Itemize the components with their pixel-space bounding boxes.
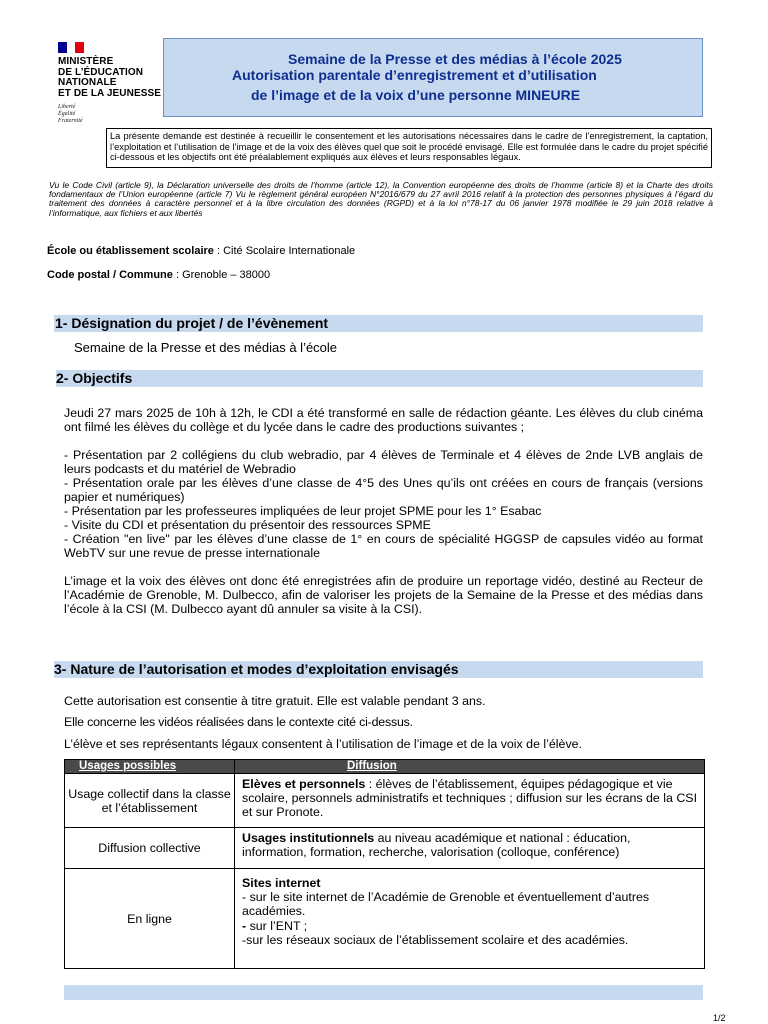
logo-line: ET DE LA JEUNESSE — [58, 87, 162, 99]
motto-line: Fraternité — [58, 118, 83, 124]
section-2-title: 2- Objectifs — [56, 370, 133, 386]
diffusion-line: -sur les réseaux sociaux de l’établissement scolaire et des académies. — [242, 932, 629, 947]
intro-box: La présente demande est destinée à recueillir le consentement et les autorisations nécessaires dans le cadre de l’enregistrement, la captation, l’exploitation et l’utilisation de l’image et de la voix des élèves quel que soit le procédé envisagé. Elle est formulée dans le cadre du projet spécifié ci-dessous et les objectifs ont été préalablement expliqués aux élèves et leurs responsables légaux. — [106, 128, 712, 168]
objectives-intro: Jeudi 27 mars 2025 de 10h à 12h, le CDI a été transformé en salle de rédaction géante. Les élèves du club cinéma ont filmé les élèves du collège et du lycée dans le cadre des productions suivantes ; — [64, 406, 703, 434]
diffusion-title: Elèves et personnels — [242, 777, 366, 791]
page-number: 1/2 — [713, 1013, 726, 1023]
section-2-heading — [56, 370, 703, 387]
bottom-band — [64, 985, 703, 1000]
usage-cell: Diffusion collective — [65, 828, 235, 869]
bullet-dash: - — [242, 918, 250, 933]
school-label: École ou établissement scolaire — [47, 245, 214, 257]
objective-item: - Présentation par 2 collégiens du club webradio, par 4 élèves de Terminale et 4 élèves de 2nde LVB anglais de leurs podcasts et du matériel de Webradio — [64, 448, 703, 476]
ent-text: sur l’ENT ; — [249, 918, 308, 933]
school-field — [47, 245, 355, 257]
header-diffusion: Diffusion — [235, 760, 705, 774]
objectives-text — [64, 406, 703, 616]
objective-item: - Création "en live" par les élèves d’une classe de 1° en cours de spécialité HGGSP de capsules vidéo au format WebTV sur une revue de presse internationale — [64, 532, 703, 560]
title-line-1: Semaine de la Presse et des médias à l’école 2025 — [288, 51, 622, 67]
logo-line: MINISTÈRE — [58, 56, 114, 67]
table-row — [65, 828, 705, 869]
ministry-logo — [58, 42, 162, 125]
postal-label: Code postal / Commune — [47, 269, 173, 281]
project-name: Semaine de la Presse et des médias à l’école — [74, 340, 338, 355]
legal-references: Vu le Code Civil (article 9), la Déclaration universelle des droits de l’homme (article 12), la Convention européenne des droits de l’homme (article 8) et la Charte des droits fondamentaux de l’Union européenne (article 7) Vu le règlement général européen N°2016/679 du 27 avril 2016 relatif à la protection des personnes physiques à l’égard du traitement des données à caractère personnel et à la libre circulation des données (RGPD) et à la loi n°78-17 du 06 janvier 1978 modifiée le 29 juin 2018 relative à l’informatique, aux fichiers et aux libertés — [49, 180, 713, 218]
diffusion-cell — [235, 774, 705, 828]
objective-item: - Visite du CDI et présentation du présentoir des ressources SPME — [64, 518, 431, 532]
section-3-title: 3- Nature de l’autorisation et modes d’exploitation envisagés — [54, 661, 459, 677]
diffusion-text: : élèves de l’établissement, équipes pédagogique et vie scolaire, personnels administratifs et techniques ; diffusion sur les écrans de la CSI et sur Pronote. — [242, 777, 698, 820]
logo-motto — [58, 104, 162, 125]
document-title-box — [163, 38, 703, 117]
usage-table — [64, 759, 705, 969]
diffusion-line: - sur le site internet de l’Académie de Grenoble et éventuellement d’autres académies. — [242, 890, 650, 919]
objectives-conclusion: L’image et la voix des élèves ont donc été enregistrées afin de produire un reportage vidéo, destiné au Recteur de l’Académie de Grenoble, M. Dulbecco, afin de valoriser les projets de la Semaine de la Presse et des médias dans l’école à la CSI (M. Dulbecco ayant dû annuler sa visite à la CSI). — [64, 574, 703, 616]
objective-item: - Présentation orale par les élèves d’une classe de 4°5 des Unes qu’ils ont créées en cours de français (versions papier et numériques) — [64, 476, 703, 504]
authorization-line-2: Elle concerne les vidéos réalisées dans le contexte cité ci-dessus. — [64, 715, 413, 729]
table-row — [65, 869, 705, 969]
objective-item: - Présentation par les professeures impliquées de leur projet SPME pour les 1° Esabac — [64, 504, 542, 518]
authorization-line-3: L’élève et ses représentants légaux consentent à l’utilisation de l’image et de la voix de l’élève. — [64, 737, 582, 751]
title-line-3: de l’image et de la voix d’une personne MINEURE — [251, 87, 581, 103]
table-header-row — [65, 760, 705, 774]
logo-line: NATIONALE — [58, 77, 117, 88]
motto-line: Égalité — [58, 111, 76, 117]
section-3-heading — [54, 661, 703, 678]
diffusion-line — [242, 919, 697, 933]
table-row — [65, 774, 705, 828]
header-usages: Usages possibles — [65, 760, 235, 774]
diffusion-title: Usages institutionnels — [242, 831, 375, 845]
diffusion-cell — [235, 828, 705, 869]
diffusion-title: Sites internet — [242, 876, 321, 890]
usage-cell: En ligne — [65, 869, 235, 969]
section-1-title: 1- Désignation du projet / de l’évènement — [55, 315, 329, 331]
diffusion-text: au niveau académique et national : éducation, information, formation, recherche, valorisation (colloque, conférence) — [242, 831, 631, 860]
authorization-line-1: Cette autorisation est consentie à titre gratuit. Elle est valable pendant 3 ans. — [64, 694, 486, 708]
usage-cell: Usage collectif dans la classe et l’établissement — [65, 774, 235, 828]
postal-value: : Grenoble – 38000 — [172, 269, 271, 281]
logo-line: DE L’ÉDUCATION — [58, 66, 144, 78]
motto-line: Liberté — [58, 104, 76, 110]
title-line-2: Autorisation parentale d’enregistrement et d’utilisation — [232, 67, 597, 83]
postal-field — [47, 269, 270, 281]
diffusion-cell — [235, 869, 705, 969]
section-1-heading — [54, 315, 703, 332]
school-value: : Cité Scolaire Internationale — [213, 245, 356, 257]
french-flag-icon — [58, 42, 84, 53]
